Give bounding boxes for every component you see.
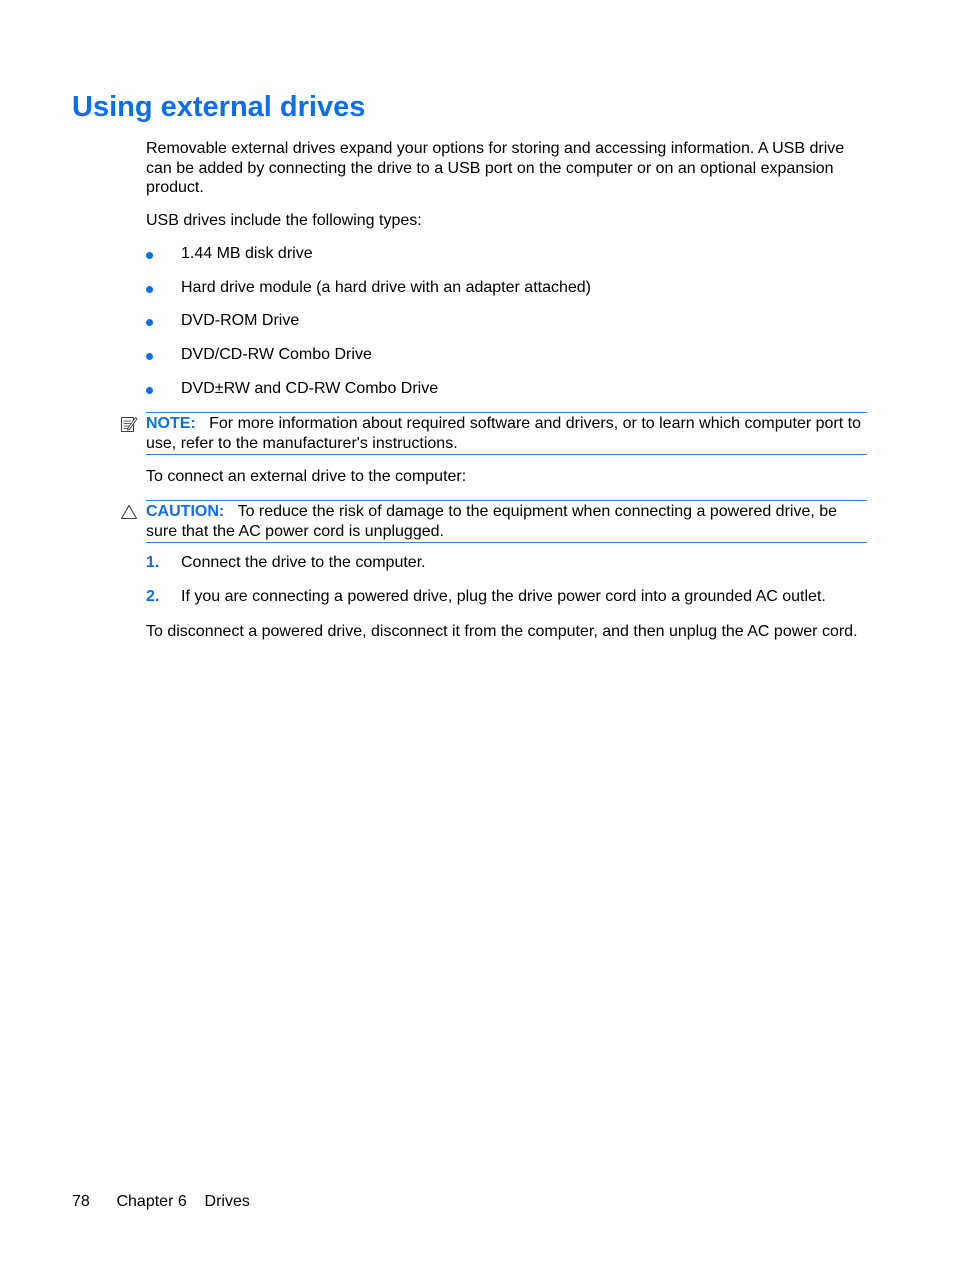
intro-text: Removable external drives expand your options for storing and accessing information. A USB drive can be added by connecting the drive to a USB port on the computer or on an optional expansion product. <box>146 140 845 196</box>
connect-lead-text: To connect an external drive to the computer: <box>146 468 467 485</box>
list-item-text: 1.44 MB disk drive <box>181 245 313 262</box>
connect-steps-list <box>146 553 868 621</box>
page-footer <box>72 1192 250 1212</box>
caution-callout <box>146 500 867 543</box>
step-text: If you are connecting a powered drive, plug the drive power cord into a grounded AC outlet. <box>181 588 826 605</box>
list-item <box>146 345 868 379</box>
page-number: 78 <box>72 1193 90 1210</box>
step-number: 2. <box>146 588 160 605</box>
bullet-icon <box>146 353 153 360</box>
footer-chapter: Chapter 6 <box>116 1193 187 1210</box>
connect-lead-paragraph <box>146 467 868 487</box>
footer-section: Drives <box>204 1193 250 1210</box>
note-label: NOTE: <box>146 415 196 432</box>
caution-text: To reduce the risk of damage to the equipment when connecting a powered drive, be sure that the AC power cord is unplugged. <box>146 503 838 540</box>
list-item-text: DVD-ROM Drive <box>181 312 300 330</box>
step-number: 1. <box>146 554 160 571</box>
bullet-icon <box>146 319 153 326</box>
note-callout <box>146 412 867 455</box>
list-item <box>146 311 868 345</box>
step-text: Connect the drive to the computer. <box>181 554 426 571</box>
intro-paragraph <box>146 139 868 198</box>
types-lead-text: USB drives include the following types: <box>146 212 422 229</box>
bullet-icon <box>146 286 153 293</box>
page-title: Using external drives <box>72 91 366 123</box>
caution-label: CAUTION: <box>146 503 225 520</box>
list-item <box>146 278 868 312</box>
disconnect-paragraph <box>146 622 868 642</box>
bullet-icon <box>146 252 153 259</box>
list-item-text: DVD/CD-RW Combo Drive <box>181 346 372 364</box>
note-text: For more information about required software and drivers, or to learn which computer port to use, refer to the manufacturer's instructions. <box>146 415 861 452</box>
disconnect-text: To disconnect a powered drive, disconnect it from the computer, and then unplug the AC power cord. <box>146 623 858 640</box>
step-item <box>146 553 868 587</box>
bullet-icon <box>146 387 153 394</box>
step-item <box>146 587 868 621</box>
note-pad-icon <box>120 415 138 433</box>
types-lead-paragraph <box>146 211 868 231</box>
list-item-text: Hard drive module (a hard drive with an adapter attached) <box>181 278 591 296</box>
list-item <box>146 379 868 413</box>
list-item <box>146 244 868 278</box>
drive-types-list <box>146 244 868 412</box>
warning-triangle-icon <box>120 503 138 521</box>
list-item-text: DVD±RW and CD-RW Combo Drive <box>181 379 439 397</box>
